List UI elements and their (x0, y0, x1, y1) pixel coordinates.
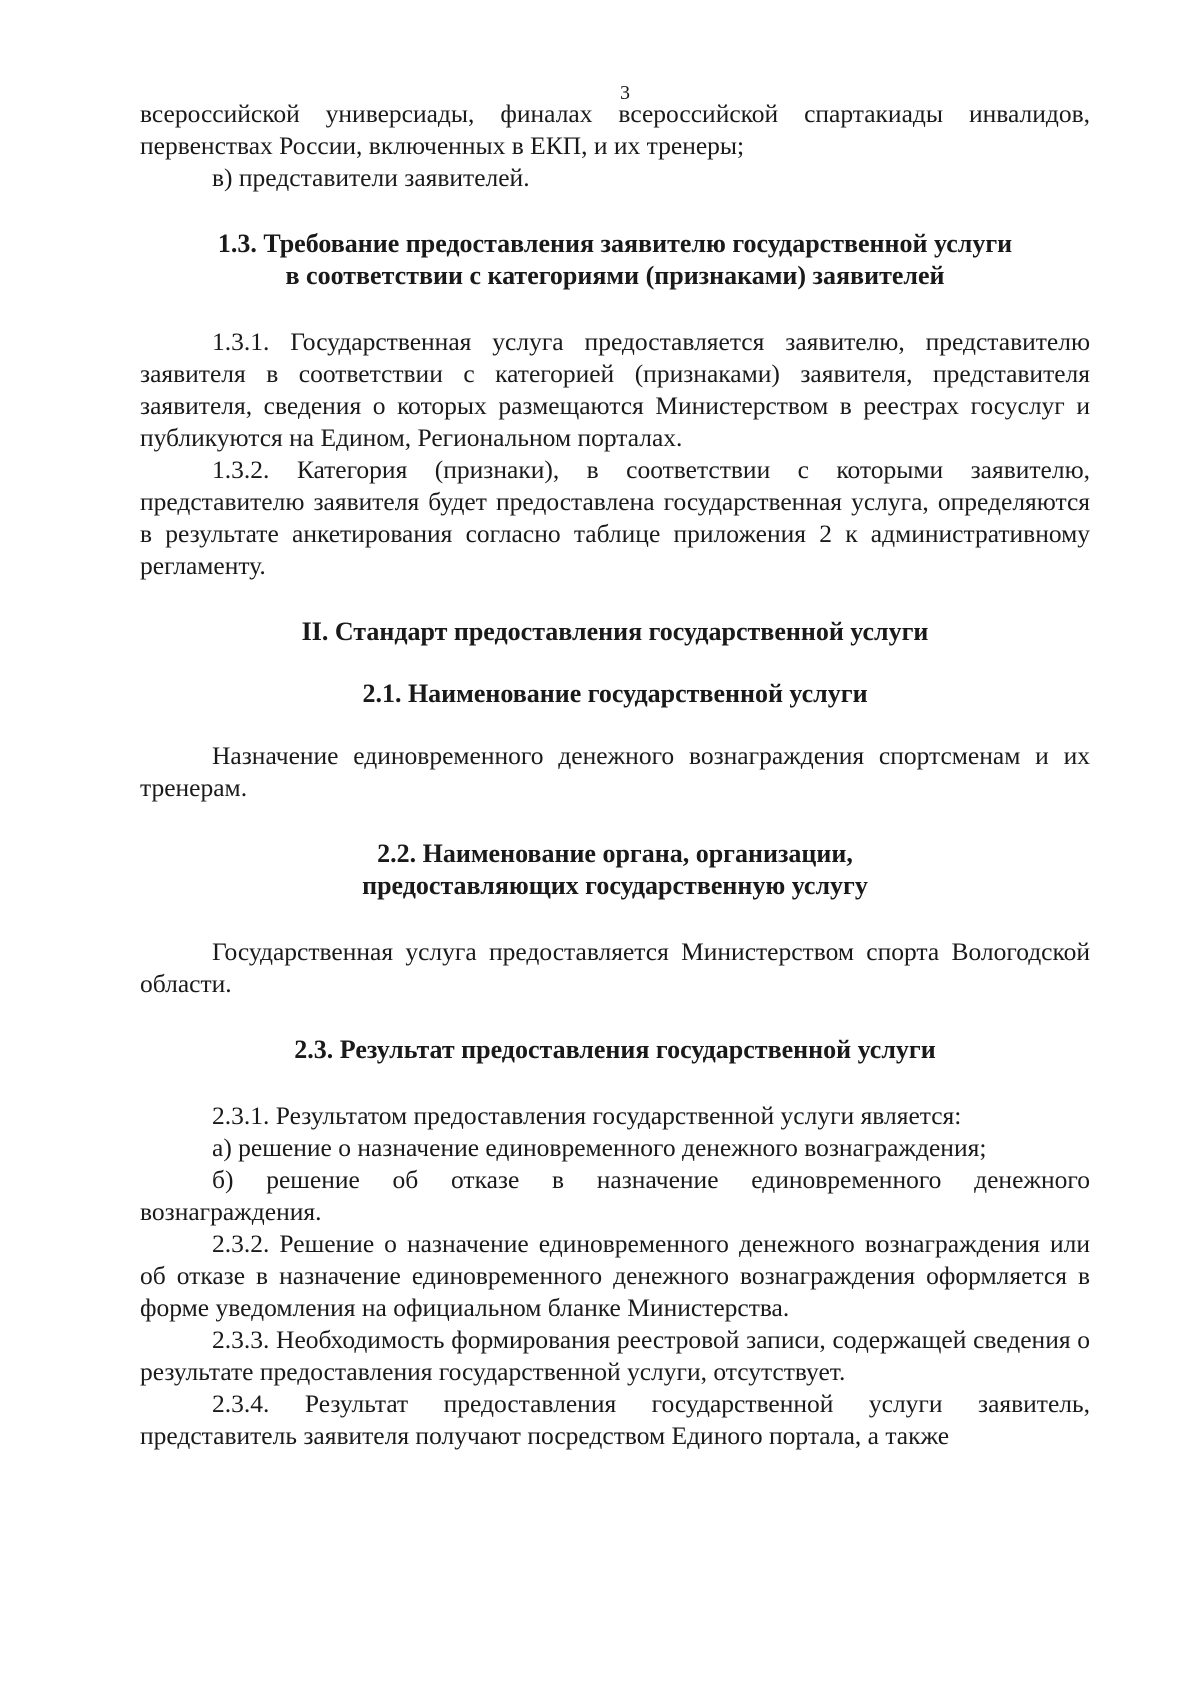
section-heading-2-2-line1: 2.2. Наименование органа, организации, (377, 839, 853, 868)
spacer (140, 292, 1090, 326)
list-item-a: а) решение о назначение единовременного денежного вознаграждения; (212, 1133, 987, 1162)
section-heading-2-1: 2.1. Наименование государственной услуги (362, 679, 868, 708)
paragraph-2-3-4: 2.3.4. Результат предоставления государственной услуги заявитель, представитель заявителя получают посредством Единого портала, а также (140, 1389, 1090, 1450)
list-item-v: в) представители заявителей. (212, 163, 530, 192)
paragraph-2-3-1: 2.3.1. Результатом предоставления государственной услуги является: (212, 1101, 962, 1130)
list-item-b: б) решение об отказе в назначение единовременного денежного вознаграждения. (140, 1165, 1090, 1226)
page-number: 3 (620, 82, 630, 104)
document-page (140, 82, 1090, 1452)
spacer (140, 804, 1090, 838)
paragraph-2-2: Государственная услуга предоставляется Министерством спорта Вологодской области. (140, 937, 1090, 998)
spacer (140, 902, 1090, 936)
spacer (140, 710, 1090, 740)
spacer (140, 1000, 1090, 1034)
paragraph-1-3-2: 1.3.2. Категория (признаки), в соответствии с которыми заявителю, представителю заявителя будет предоставлена государственная услуга, определяются в результате анкетирования согласно таблице приложения 2 к административному регламенту. (140, 455, 1090, 580)
spacer (140, 648, 1090, 678)
spacer (140, 1066, 1090, 1100)
section-heading-1-3-line1: 1.3. Требование предоставления заявителю государственной услуги (217, 229, 1013, 258)
section-heading-II: II. Стандарт предоставления государственной услуги (301, 617, 929, 646)
paragraph-2-3-2: 2.3.2. Решение о назначение единовременного денежного вознаграждения или об отказе в назначение единовременного денежного вознаграждения оформляется в форме уведомления на официальном бланке Министерства. (140, 1229, 1090, 1322)
section-heading-2-3: 2.3. Результат предоставления государственной услуги (294, 1035, 936, 1064)
spacer (140, 582, 1090, 616)
section-heading-2-2-line2: предоставляющих государственную услугу (362, 871, 868, 900)
paragraph-continuation: всероссийской универсиады, финалах всероссийской спартакиады инвалидов, первенствах России, включенных в ЕКП, и их тренеры; (140, 99, 1090, 160)
paragraph-2-1: Назначение единовременного денежного вознаграждения спортсменам и их тренерам. (140, 741, 1090, 802)
paragraph-2-3-3: 2.3.3. Необходимость формирования реестровой записи, содержащей сведения о результате предоставления государственной услуги, отсутствует. (140, 1325, 1090, 1386)
section-heading-1-3-line2: в соответствии с категориями (признаками) заявителей (285, 261, 945, 290)
paragraph-1-3-1: 1.3.1. Государственная услуга предоставляется заявителю, представителю заявителя в соответствии с категорией (признаками) заявителя, представителя заявителя, сведения о которых размещаются Министерством в реестрах госуслуг и публикуются на Едином, Региональном порталах. (140, 327, 1090, 452)
spacer (140, 194, 1090, 228)
